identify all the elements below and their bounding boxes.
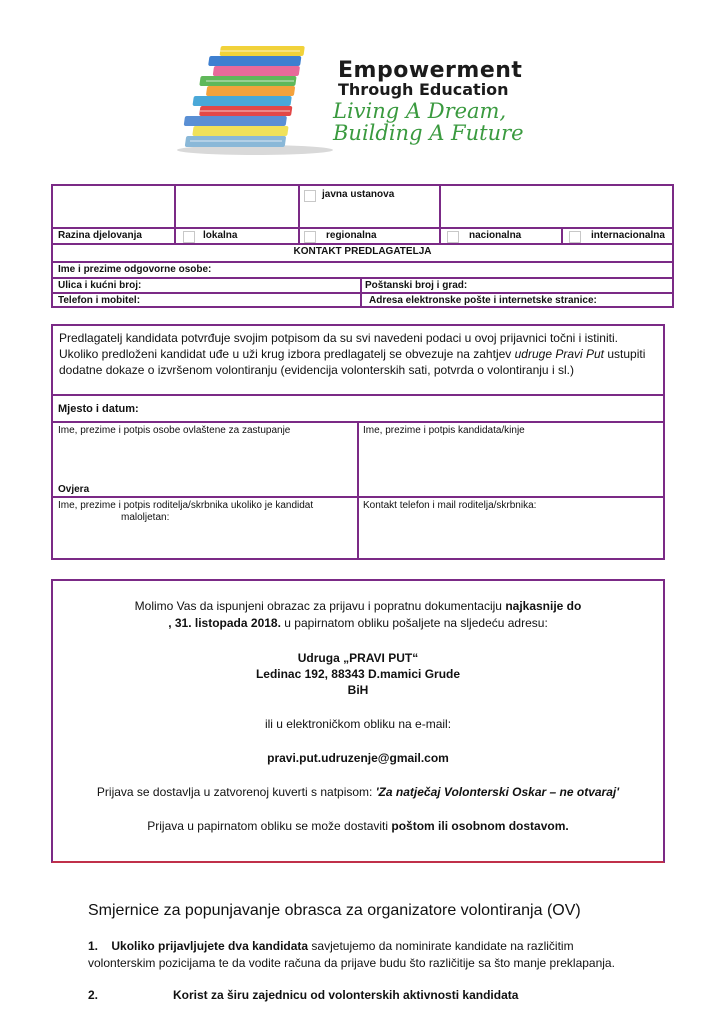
telefon-field[interactable]: Telefon i mobitel: [58,295,141,306]
instructions-box [51,579,665,863]
adresa-email-field[interactable]: Adresa elektronske pošte i internetske stranice: [369,295,597,306]
divider [439,186,441,228]
address-line2: Ledinac 192, 88343 D.mamici Grude [255,667,461,681]
javna-ustanova-label: javna ustanova [322,189,395,200]
razina-label: Razina djelovanja [58,230,142,241]
nacionalna-checkbox[interactable] [447,231,459,243]
guideline-item-2-number: 2. [88,988,99,1002]
kontakt-header: KONTAKT PREDLAGATELJA [293,246,432,257]
ovjera-label: Ovjera [58,484,90,495]
logo-slogan-1: Living A Dream, [333,99,507,123]
roditelj-potpis-field[interactable]: Ime, prezime i potpis roditelja/skrbnika ukoliko je kandidat [58,500,314,511]
regionalna-checkbox[interactable] [304,231,316,243]
nacionalna-label: nacionalna [469,230,522,241]
javna-ustanova-checkbox[interactable] [304,190,316,202]
lokalna-label: lokalna [203,230,238,241]
organization-form-table [51,184,674,308]
ulica-field[interactable]: Ulica i kućni broj: [58,280,142,291]
logo-slogan-2: Building A Future [333,121,524,145]
guidelines-heading: Smjernice za popunjavanje obrasca za organizatore volontiranja (OV) [88,902,581,919]
postanski-field[interactable]: Poštanski broj i grad: [365,280,468,291]
guideline-item-1: 1. Ukoliko prijavljujete dva kandidata savjetujemo da nominirate kandidate na različitim [88,939,574,953]
internacionalna-checkbox[interactable] [569,231,581,243]
logo-title: Empowerment [338,58,523,83]
logo-subtitle: Through Education [338,80,509,99]
dostava-line: Prijava u papirnatom obliku se može dostaviti poštom ili osobnom dostavom. [147,819,569,833]
kuverta-line: Prijava se dostavlja u zatvorenoj kuverti s natpisom: 'Za natječaj Volonterski Oskar – ne otvaraj' [96,785,620,799]
declaration-text: Predlagatelj kandidata potvrđuje svojim potpisom da su svi navedeni podaci u ovoj prijavnici točni i istiniti. Ukoliko predloženi kandidat uđe u uži krug izbora predlagatelj se obvezuje na zahtjev udruge Pravi Put ustupiti dodatne dokaze o izvršenom volontiranju (evidencija volonterskih sati, potvrda o volontiranju i sl.) [59,331,646,377]
roditelj-potpis-field-cont: maloljetan: [121,512,170,523]
email-intro: ili u elektroničkom obliku na e-mail: [264,717,452,731]
guideline-item-1-cont: volonterskim pozicijama te da vodite računa da prijave budu što različitije sa što manje preklapanja. [88,956,615,970]
divider [298,186,300,228]
kandidat-potpis-field[interactable]: Ime, prezime i potpis kandidata/kinje [363,425,525,436]
divider [174,186,176,228]
internacionalna-label: internacionalna [591,230,665,241]
instructions-line1: Molimo Vas da ispunjeni obrazac za prijavu i popratnu dokumentaciju najkasnije do [134,599,582,613]
regionalna-label: regionalna [326,230,377,241]
declaration-box [51,324,665,560]
address-line1: Udruga „PRAVI PUT“ [297,651,419,665]
instructions-line2: , 31. listopada 2018. u papirnatom obliku pošaljete na sljedeću adresu: [168,616,548,630]
kontakt-roditelja-field[interactable]: Kontakt telefon i mail roditelja/skrbnika: [363,500,537,511]
mjesto-datum-field[interactable]: Mjesto i datum: [58,403,139,415]
address-line3: BiH [347,683,369,697]
email-address: pravi.put.udruzenje@gmail.com [267,751,449,765]
ime-prezime-field[interactable]: Ime i prezime odgovorne osobe: [58,264,212,275]
guideline-item-2: Korist za širu zajednicu od volonterskih aktivnosti kandidata [173,988,519,1002]
lokalna-checkbox[interactable] [183,231,195,243]
osoba-ovlastena-field[interactable]: Ime, prezime i potpis osobe ovlaštene za zastupanje [58,425,291,436]
